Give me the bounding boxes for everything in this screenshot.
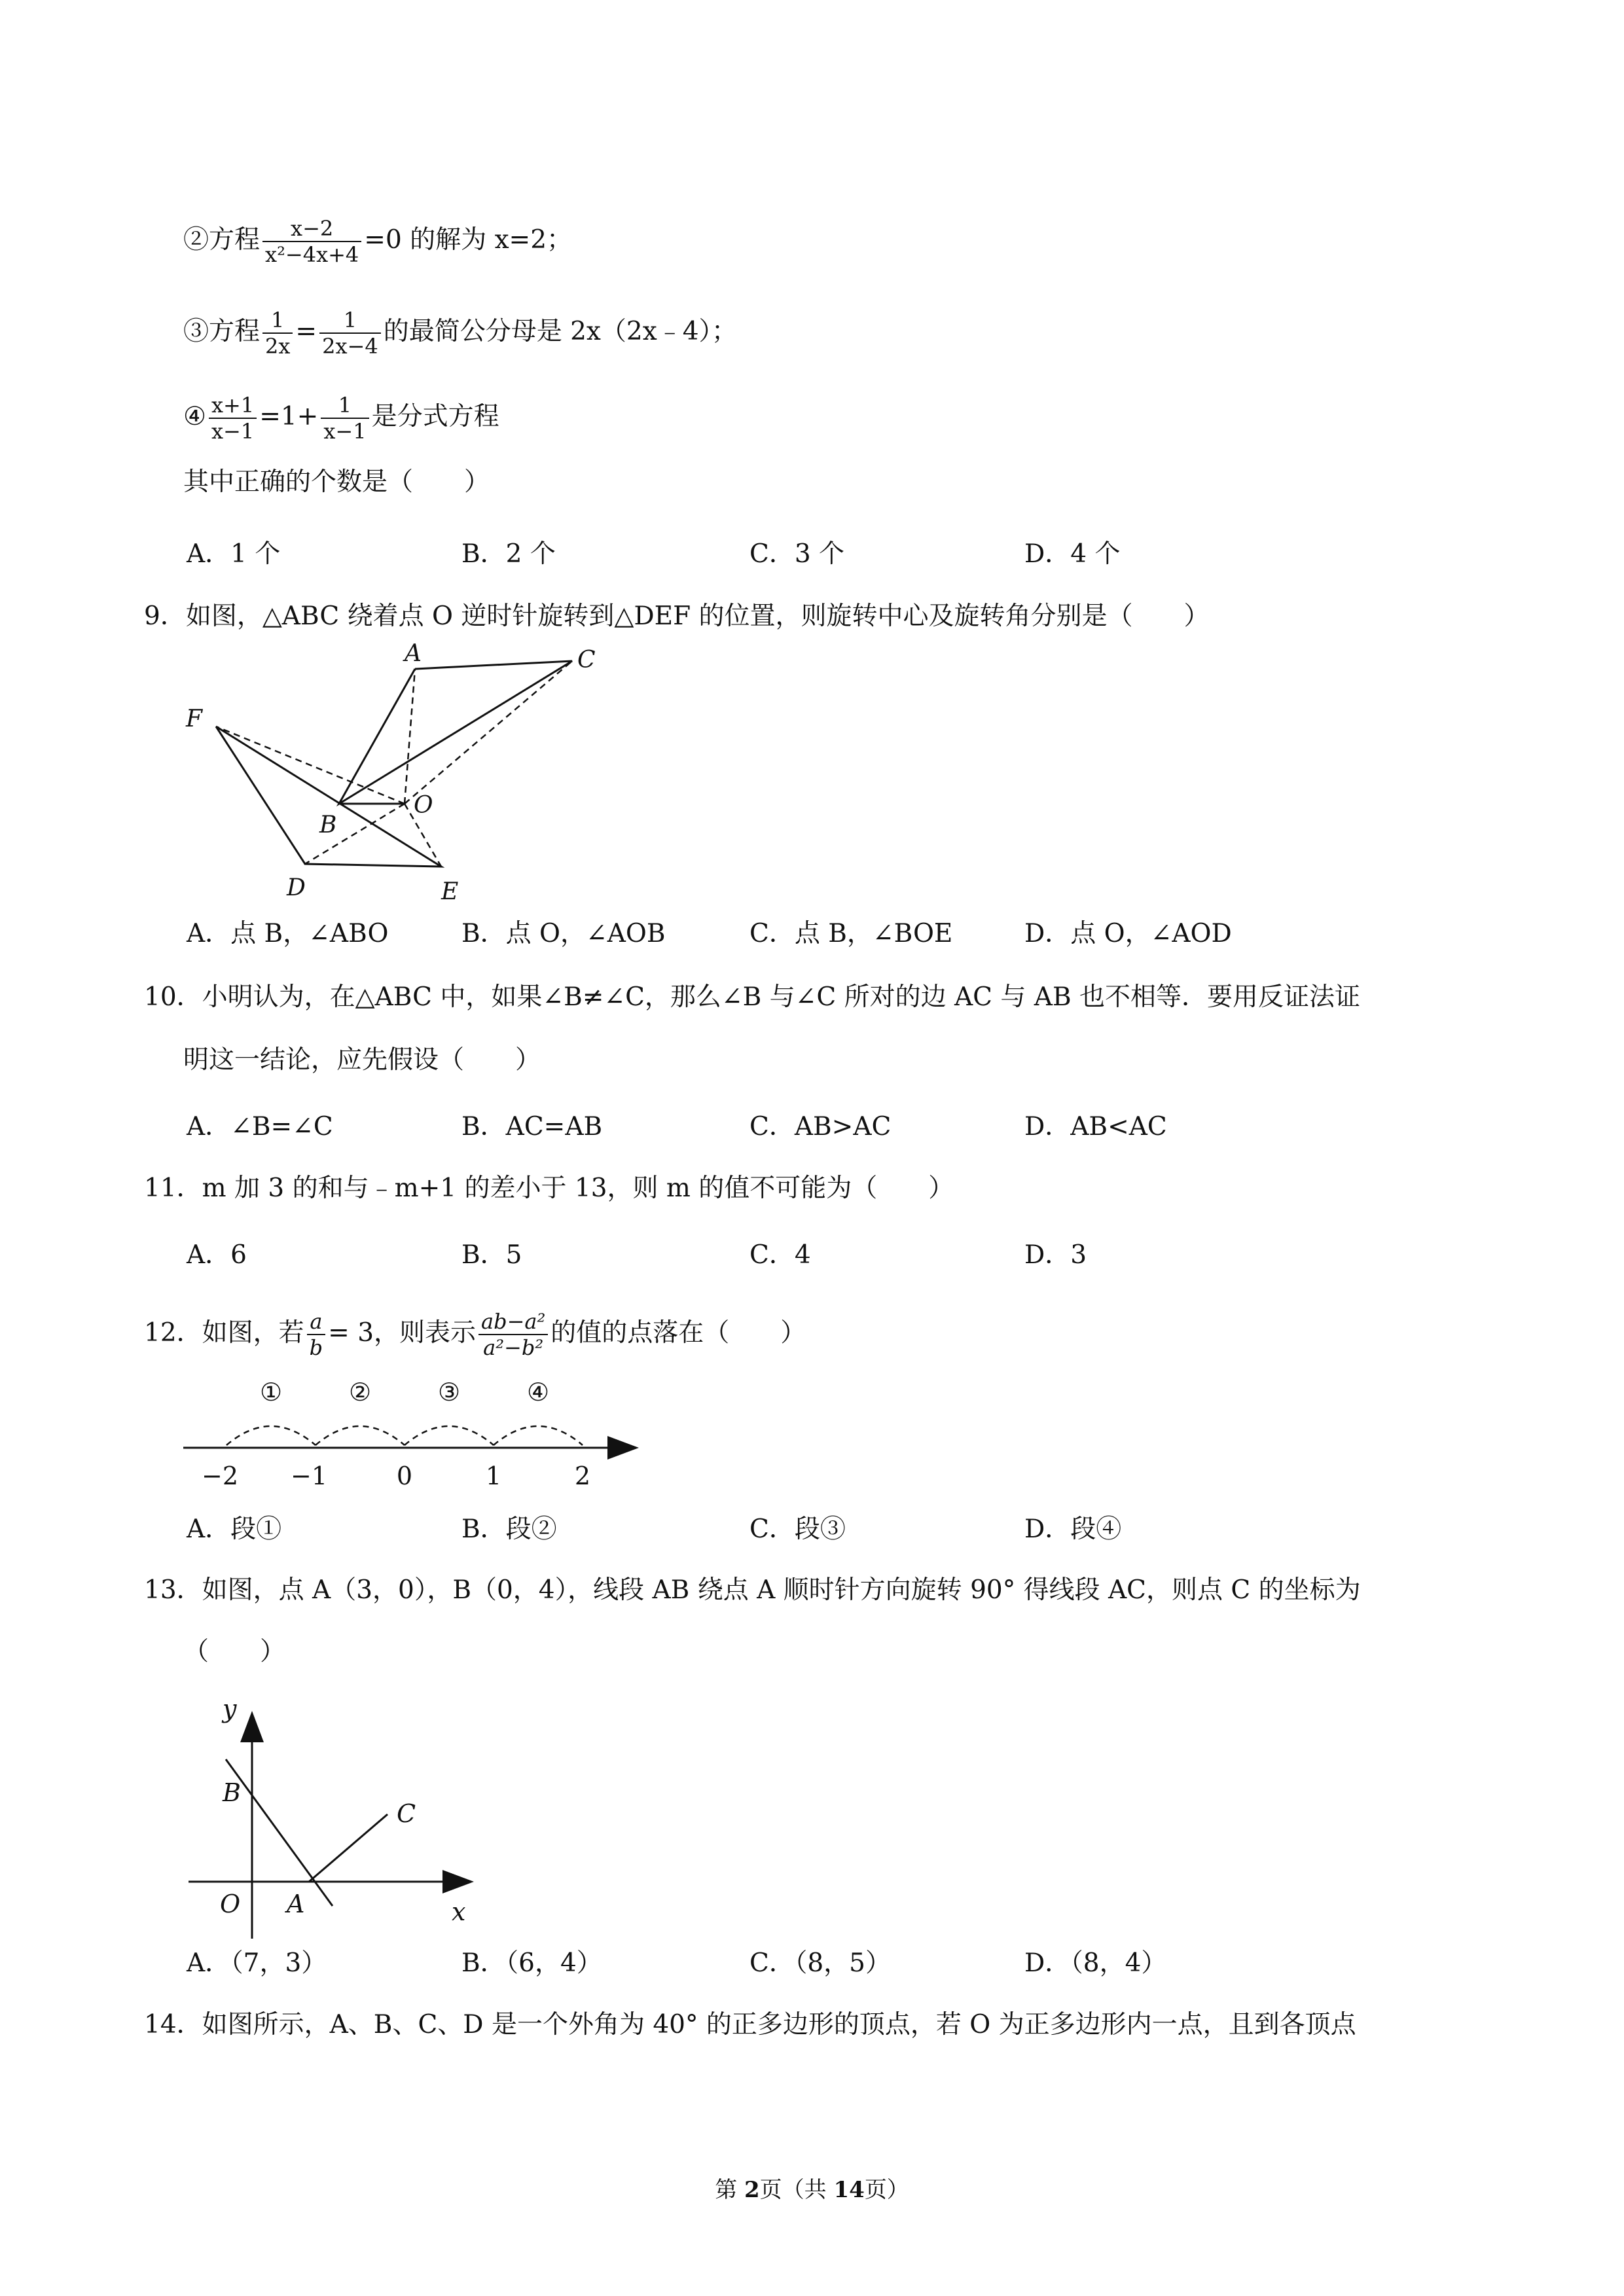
q12-mid: = 3，则表示 <box>328 1318 477 1348</box>
fraction-denominator: 2x <box>265 334 291 359</box>
q11-option-a[interactable]: A．6 <box>187 1240 247 1270</box>
q9-option-d[interactable]: D．点 O，∠AOD <box>1024 919 1232 948</box>
q10-option-a[interactable]: A．∠B=∠C <box>187 1112 333 1141</box>
label-d: D <box>287 874 306 901</box>
q13-stem-line2: （ ） <box>183 1637 286 1666</box>
q10-stem-line2: 明这一结论，应先假设（ ） <box>183 1045 541 1075</box>
q13-option-c[interactable]: C．（8，5） <box>749 1948 891 1978</box>
q11-option-b[interactable]: B．5 <box>461 1240 522 1270</box>
label-b: B <box>319 812 337 838</box>
fraction-denominator: x−1 <box>211 419 255 444</box>
fraction-denominator: x²−4x+4 <box>265 242 359 267</box>
q9-rotation-figure <box>177 641 622 916</box>
segment-arc-4 <box>494 1426 583 1445</box>
q8-option-b[interactable]: B．2 个 <box>461 539 556 569</box>
q12-stem <box>144 1309 806 1360</box>
q8-item4-fraction-2 <box>321 393 369 444</box>
fraction-numerator: x−2 <box>262 216 361 242</box>
q12-prefix: 12．如图，若 <box>144 1318 304 1348</box>
q12-option-a[interactable]: A．段① <box>187 1515 282 1544</box>
page-footer <box>0 2172 1624 2204</box>
label-f: F <box>186 706 202 732</box>
q12-fraction-a-b <box>307 1309 325 1360</box>
fraction-numerator: ab−a² <box>478 1309 548 1335</box>
fraction-numerator: 1 <box>319 308 381 334</box>
page-number: 2 <box>744 2177 760 2203</box>
q8-item3-fraction-2 <box>319 308 381 359</box>
fraction-numerator: 1 <box>262 308 293 334</box>
q11-option-d[interactable]: D．3 <box>1024 1240 1087 1270</box>
tick-label-1: 1 <box>485 1462 502 1490</box>
q13-option-b[interactable]: B．（6，4） <box>461 1948 602 1978</box>
segment-label-2: ② <box>348 1378 372 1407</box>
q8-item3-equals: = <box>295 317 317 346</box>
segment-ac <box>309 1814 388 1882</box>
q8-item2-prefix: ②方程 <box>183 225 261 255</box>
q13-option-d[interactable]: D．（8，4） <box>1024 1948 1167 1978</box>
triangle-def <box>216 726 441 867</box>
q8-stem-tail: 其中正确的个数是（ ） <box>183 467 490 497</box>
fraction-denominator: 2x−4 <box>322 334 378 359</box>
q10-option-c[interactable]: C．AB>AC <box>749 1112 892 1141</box>
segment-arc-1 <box>226 1426 316 1445</box>
label-e: E <box>441 878 459 905</box>
origin-label-o: O <box>220 1890 241 1918</box>
q11-option-c[interactable]: C．4 <box>749 1240 811 1270</box>
q8-item4-prefix: ④ <box>183 402 206 431</box>
label-c: C <box>577 647 596 673</box>
fraction-denominator: b <box>309 1335 323 1360</box>
footer-prefix: 第 <box>715 2177 744 2203</box>
fraction-denominator: a²−b² <box>483 1335 544 1360</box>
triangle-abc <box>339 661 572 804</box>
q12-option-d[interactable]: D．段④ <box>1024 1515 1122 1544</box>
q8-option-c[interactable]: C．3 个 <box>749 539 845 569</box>
q8-item2-fraction <box>262 216 361 267</box>
line-ab <box>226 1759 333 1906</box>
q8-item3-suffix: 的最简公分母是 2x（2x﹣4）； <box>383 317 738 346</box>
axis-label-y: y <box>223 1695 237 1723</box>
q8-item4-mid: =1+ <box>259 402 319 431</box>
q9-stem: 9．如图，△ABC 绕着点 O 逆时针旋转到△DEF 的位置，则旋转中心及旋转角分别是（ ） <box>144 601 1210 631</box>
tick-label-2: 2 <box>574 1462 591 1490</box>
q12-suffix: 的值的点落在（ ） <box>550 1318 806 1348</box>
segment-label-4: ④ <box>526 1378 550 1407</box>
dashed-oa <box>405 669 415 804</box>
q12-fraction-expression <box>478 1309 548 1360</box>
q9-option-b[interactable]: B．点 O，∠AOB <box>461 919 666 948</box>
footer-middle: 页（共 <box>759 2177 834 2203</box>
label-a: A <box>405 641 422 667</box>
fraction-numerator: a <box>307 1309 325 1335</box>
q8-item2-suffix: =0 的解为 x=2； <box>364 225 573 255</box>
tick-label-neg2: −2 <box>201 1462 239 1490</box>
q8-option-a[interactable]: A．1 个 <box>187 539 281 569</box>
q10-option-d[interactable]: D．AB<AC <box>1024 1112 1167 1141</box>
q11-stem: 11．m 加 3 的和与﹣m+1 的差小于 13，则 m 的值不可能为（ ） <box>144 1174 954 1203</box>
q10-stem-line1: 10．小明认为，在△ABC 中，如果∠B≠∠C，那么∠B 与∠C 所对的边 AC 与 AB 也不相等．要用反证法证 <box>144 982 1361 1012</box>
q13-stem-line1: 13．如图，点 A（3，0），B（0，4），线段 AB 绕点 A 顺时针方向旋转 90° 得线段 AC，则点 C 的坐标为 <box>144 1575 1361 1605</box>
q10-option-b[interactable]: B．AC=AB <box>461 1112 603 1141</box>
q9-option-a[interactable]: A．点 B，∠ABO <box>187 919 389 948</box>
tick-label-neg1: −1 <box>290 1462 328 1490</box>
q8-item3-prefix: ③方程 <box>183 317 261 346</box>
q8-item4-suffix: 是分式方程 <box>371 402 499 431</box>
tick-label-0: 0 <box>396 1462 413 1490</box>
footer-suffix: 页） <box>864 2177 909 2203</box>
q13-option-a[interactable]: A．（7，3） <box>187 1948 327 1978</box>
q8-item-2 <box>183 216 572 267</box>
segment-arc-3 <box>405 1426 494 1445</box>
total-pages: 14 <box>833 2177 865 2203</box>
q12-option-b[interactable]: B．段② <box>461 1515 557 1544</box>
point-label-a: A <box>287 1890 305 1918</box>
q12-number-line <box>177 1374 655 1505</box>
axis-label-x: x <box>452 1897 466 1926</box>
q14-stem: 14．如图所示，A、B、C、D 是一个外角为 40° 的正多边形的顶点，若 O 为正多边形内一点，且到各顶点 <box>144 2010 1356 2039</box>
point-label-c: C <box>397 1799 416 1828</box>
q8-item-4 <box>183 393 499 444</box>
q8-item3-fraction-1 <box>262 308 293 359</box>
segment-arc-2 <box>316 1426 405 1445</box>
fraction-numerator: 1 <box>321 393 369 419</box>
fraction-denominator: x−1 <box>323 419 367 444</box>
q9-option-c[interactable]: C．点 B，∠BOE <box>749 919 953 948</box>
label-o: O <box>414 792 433 819</box>
q12-option-c[interactable]: C．段③ <box>749 1515 846 1544</box>
q8-item-3 <box>183 308 737 359</box>
point-label-b: B <box>223 1778 241 1807</box>
fraction-numerator: x+1 <box>209 393 257 419</box>
q13-coordinate-figure <box>177 1689 491 1950</box>
q8-option-d[interactable]: D．4 个 <box>1024 539 1121 569</box>
segment-label-1: ① <box>259 1378 283 1407</box>
q8-item4-fraction-1 <box>209 393 257 444</box>
dashed-oc <box>405 661 572 804</box>
segment-label-3: ③ <box>437 1378 461 1407</box>
